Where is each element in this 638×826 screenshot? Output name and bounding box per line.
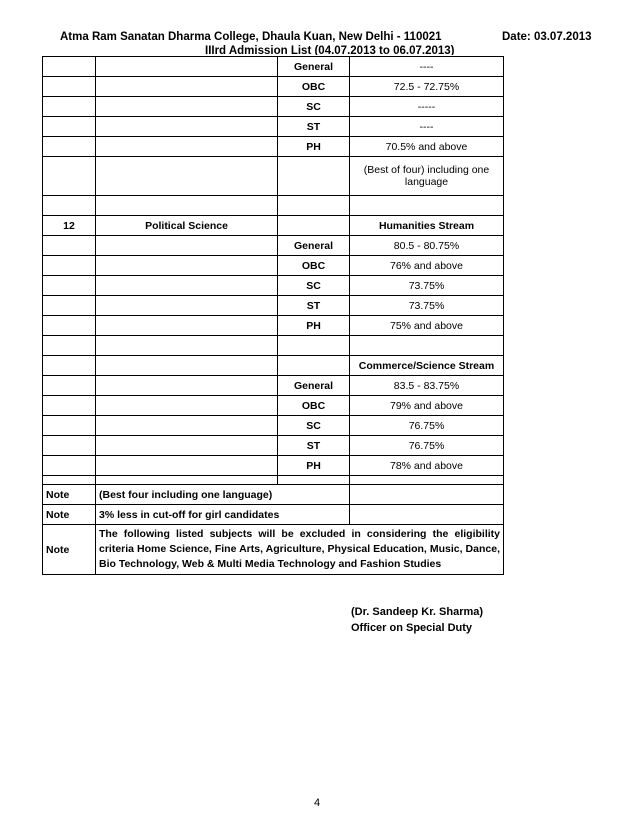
table-row [43,316,504,336]
serial-cell [43,296,96,316]
table-row [43,216,504,236]
spacer-cell [96,476,278,485]
course-cell [96,356,278,376]
serial-cell [43,356,96,376]
cutoff-cell: 75% and above [350,316,504,336]
category-cell [278,356,350,376]
cutoff-cell [350,196,504,216]
category-cell: OBC [278,77,350,97]
table-row [43,376,504,396]
cutoff-cell: 78% and above [350,456,504,476]
stream-heading-cell: Humanities Stream [350,216,504,236]
serial-cell [43,456,96,476]
serial-cell [43,276,96,296]
spacer-cell [43,476,96,485]
cutoff-cell: 72.5 - 72.75% [350,77,504,97]
category-cell: PH [278,316,350,336]
table-row [43,356,504,376]
category-cell: General [278,57,350,77]
serial-cell [43,416,96,436]
table-row [43,336,504,356]
course-cell [96,256,278,276]
category-cell: PH [278,137,350,157]
cutoff-cell: 80.5 - 80.75% [350,236,504,256]
table-row [43,276,504,296]
table-row [43,456,504,476]
table-row [43,97,504,117]
page-number: 4 [314,797,321,809]
category-cell: General [278,236,350,256]
cutoff-cell: (Best of four) including one language [350,157,504,196]
course-cell [96,97,278,117]
course-cell [96,396,278,416]
course-cell [96,436,278,456]
serial-cell [43,316,96,336]
table-row [43,196,504,216]
course-cell [96,376,278,396]
cutoff-table [42,56,504,575]
course-cell [96,117,278,137]
category-cell: OBC [278,396,350,416]
course-cell [96,196,278,216]
category-cell: OBC [278,256,350,276]
cutoff-cell: 76% and above [350,256,504,276]
serial-cell [43,376,96,396]
note-label: Note [43,525,96,575]
table-row [43,157,504,196]
serial-cell [43,77,96,97]
table-row [43,137,504,157]
table-row [43,236,504,256]
serial-cell [43,436,96,456]
cutoff-cell: ---- [350,117,504,137]
category-cell: ST [278,296,350,316]
serial-cell [43,57,96,77]
note-empty-cell [350,505,504,525]
category-cell [278,216,350,236]
table-row [43,416,504,436]
course-cell [96,276,278,296]
cutoff-cell: 79% and above [350,396,504,416]
cutoff-cell: 73.75% [350,276,504,296]
document-date: Date: 03.07.2013 [502,31,592,43]
cutoff-cell: 83.5 - 83.75% [350,376,504,396]
table-row [43,57,504,77]
cutoff-cell: 73.75% [350,296,504,316]
cutoff-cell [350,336,504,356]
serial-cell: 12 [43,216,96,236]
note-text: 3% less in cut-off for girl candidates [96,505,350,525]
category-cell [278,336,350,356]
note-text: The following listed subjects will be excluded in considering the eligibility criteria Home Science, Fine Arts, Agriculture, Physical Education, Music, Dance, Bio Technology, Web & Multi Media Technology and Fashion Studies [96,525,504,575]
note-label: Note [43,505,96,525]
category-cell: SC [278,276,350,296]
course-cell [96,137,278,157]
cutoff-cell: 70.5% and above [350,137,504,157]
table-row [43,296,504,316]
category-cell: PH [278,456,350,476]
note-row [43,485,504,505]
category-cell: ST [278,436,350,456]
note-row [43,505,504,525]
table-row [43,256,504,276]
note-row [43,525,504,575]
category-cell: General [278,376,350,396]
note-empty-cell [350,485,504,505]
note-label: Note [43,485,96,505]
course-cell [96,456,278,476]
table-row [43,117,504,137]
note-text: (Best four including one language) [96,485,350,505]
serial-cell [43,157,96,196]
serial-cell [43,256,96,276]
stream-heading-cell: Commerce/Science Stream [350,356,504,376]
signatory-title: Officer on Special Duty [351,622,473,634]
serial-cell [43,97,96,117]
course-cell [96,77,278,97]
admission-list-title: IIIrd Admission List (04.07.2013 to 06.07.2013) [205,45,455,55]
cutoff-cell: ---- [350,57,504,77]
course-cell [96,57,278,77]
table-row [43,396,504,416]
serial-cell [43,396,96,416]
course-cell [96,416,278,436]
course-cell [96,236,278,256]
course-cell: Political Science [96,216,278,236]
category-cell [278,196,350,216]
serial-cell [43,117,96,137]
spacer-cell [350,476,504,485]
course-cell [96,157,278,196]
serial-cell [43,196,96,216]
category-cell: ST [278,117,350,137]
serial-cell [43,236,96,256]
cutoff-cell: 76.75% [350,436,504,456]
table-row [43,436,504,456]
category-cell: SC [278,416,350,436]
course-cell [96,336,278,356]
spacer-cell [278,476,350,485]
table-row [43,77,504,97]
serial-cell [43,336,96,356]
college-name: Atma Ram Sanatan Dharma College, Dhaula Kuan, New Delhi - 110021 [60,31,442,43]
cutoff-cell: ----- [350,97,504,117]
signatory-name: (Dr. Sandeep Kr. Sharma) [351,606,484,618]
category-cell [278,157,350,196]
course-cell [96,316,278,336]
course-cell [96,296,278,316]
serial-cell [43,137,96,157]
cutoff-cell: 76.75% [350,416,504,436]
spacer-row [43,476,504,485]
category-cell: SC [278,97,350,117]
